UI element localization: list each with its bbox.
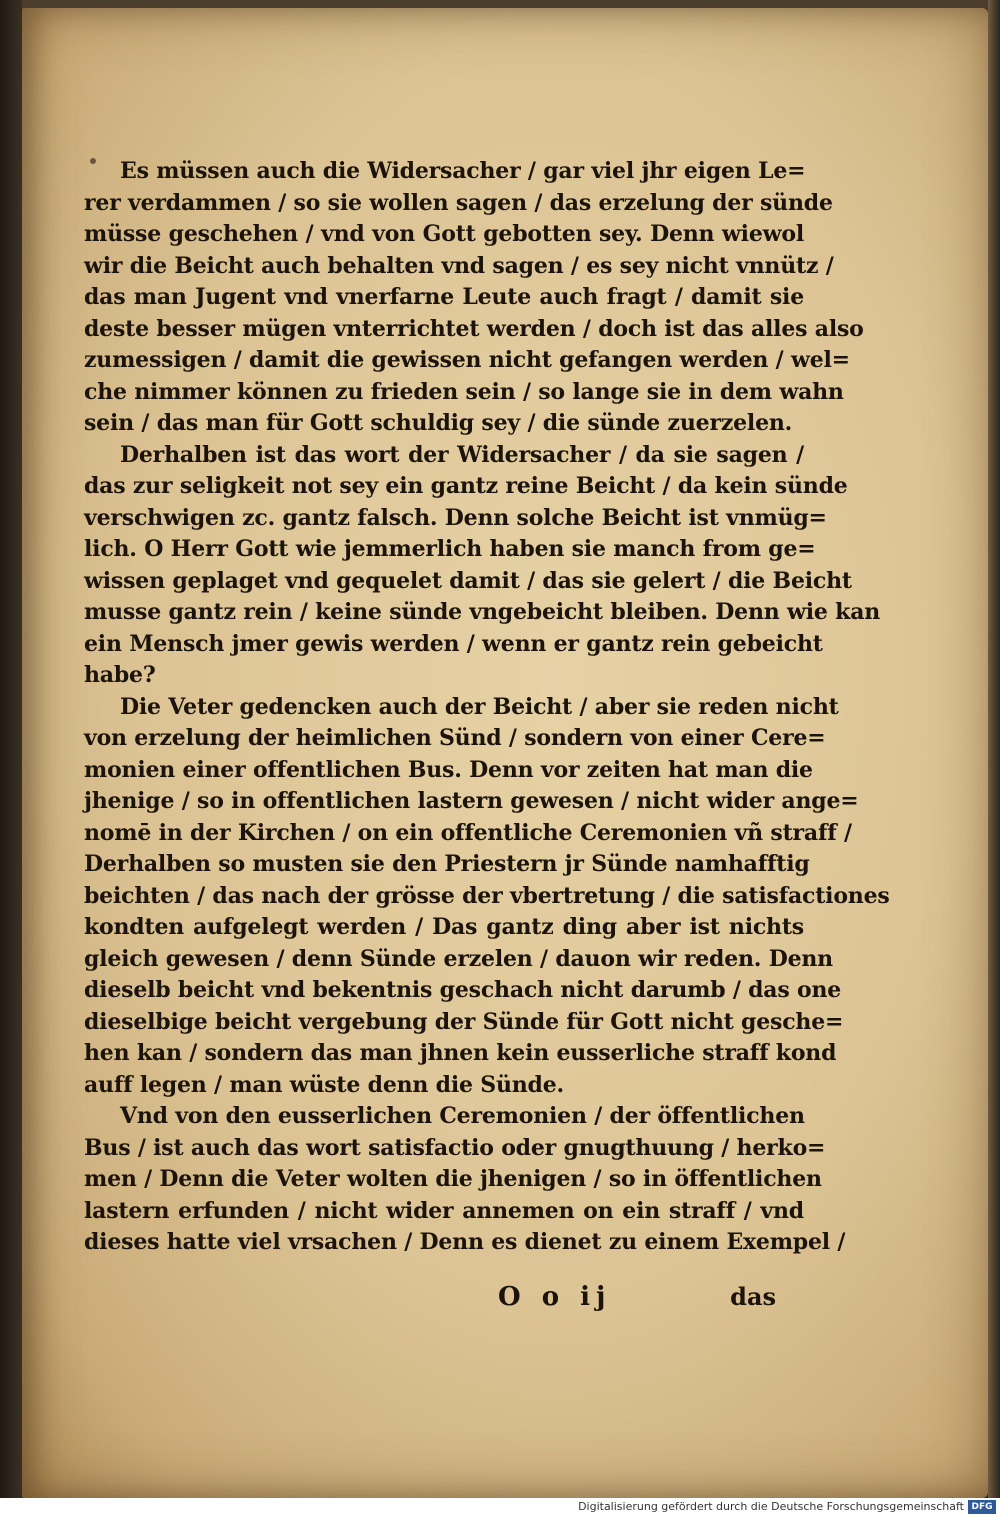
text-line: nomē in der Kirchen / on ein offentliche Ceremonien vñ straff /	[84, 819, 852, 846]
text-line: hen kan / sondern das man jhnen kein eusserliche straff kond	[84, 1040, 837, 1066]
text-line: Die Veter gedencken auch der Beicht / aber sie reden nicht	[120, 693, 839, 720]
text-line: Derhalben so musten sie den Priestern jr Sünde namhafftig	[84, 851, 810, 877]
text-line: monien einer offentlichen Bus. Denn vor zeiten hat man die	[84, 756, 813, 783]
text-line: sein / das man für Gott schuldig sey / die sünde zuerzelen.	[84, 410, 793, 436]
text-line: Vnd von den eusserlichen Ceremonien / der öffentlichen	[120, 1103, 805, 1129]
text-line: kondten aufgelegt werden / Das gantz ding aber ist nichts	[84, 914, 804, 940]
body-text	[84, 156, 890, 1259]
digitization-footer	[0, 1498, 1000, 1518]
binding-edge	[0, 0, 22, 1518]
text-line: musse gantz rein / keine sünde vngebeicht bleiben. Denn wie kan	[84, 599, 881, 625]
text-line: zumessigen / damit die gewissen nicht gefangen werden / wel=	[84, 347, 850, 373]
text-line: auff legen / man wüste denn die Sünde.	[84, 1071, 564, 1098]
page-edge	[988, 0, 1000, 1518]
text-line: che nimmer können zu frieden sein / so lange sie in dem wahn	[84, 378, 844, 405]
text-line: deste besser mügen vnterrichtet werden / doch ist das alles also	[84, 315, 864, 342]
text-line: von erzelung der heimlichen Sünd / sondern von einer Cere=	[84, 725, 826, 751]
text-line: Derhalben ist das wort der Widersacher / da sie sagen /	[120, 441, 804, 468]
text-line: rer verdammen / so sie wollen sagen / das erzelung der sünde	[84, 189, 833, 216]
funding-credit: Digitalisierung gefördert durch die Deutsche Forschungsgemeinschaft	[578, 1500, 964, 1513]
page-footer-line	[84, 1282, 804, 1318]
text-line: verschwigen zc. gantz falsch. Denn solche Beicht ist vnmüg=	[84, 504, 827, 531]
text-line: das man Jugent vnd vnerfarne Leute auch fragt / damit sie	[84, 284, 804, 310]
text-line: Es müssen auch die Widersacher / gar viel jhr eigen Le=	[120, 158, 806, 184]
text-line: habe?	[84, 662, 156, 688]
catchword: das	[730, 1282, 776, 1311]
text-line: das zur seligkeit not sey ein gantz reine Beicht / da kein sünde	[84, 473, 848, 499]
dfg-logo: DFG	[968, 1500, 996, 1514]
text-line: Bus / ist auch das wort satisfactio oder gnugthuung / herko=	[84, 1134, 826, 1161]
text-line: dieselb beicht vnd bekentnis geschach nicht darumb / das one	[84, 977, 842, 1003]
text-line: dieselbige beicht vergebung der Sünde für Gott nicht gesche=	[84, 1008, 844, 1035]
text-line: wir die Beicht auch behalten vnd sagen / es sey nicht vnnütz /	[84, 252, 834, 279]
text-line: ein Mensch jmer gewis werden / wenn er gantz rein gebeicht	[84, 630, 823, 657]
text-line: beichten / das nach der grösse der vbertretung / die satisfactiones	[84, 882, 890, 909]
text-line: dieses hatte viel vrsachen / Denn es dienet zu einem Exempel /	[84, 1229, 846, 1255]
text-line: müsse geschehen / vnd von Gott gebotten sey. Denn wiewol	[84, 221, 804, 247]
text-line: lich. O Herr Gott wie jemmerlich haben sie manch from ge=	[84, 536, 816, 562]
text-line: men / Denn die Veter wolten die jhenigen / so in öffentlichen	[84, 1166, 822, 1192]
text-line: jhenige / so in offentlichen lastern gewesen / nicht wider ange=	[84, 788, 859, 814]
signature-mark: O o ij	[498, 1282, 612, 1312]
text-line: gleich gewesen / denn Sünde erzelen / dauon wir reden. Denn	[84, 945, 833, 972]
text-line: lastern erfunden / nicht wider annemen on ein straff / vnd	[84, 1197, 804, 1224]
text-line: wissen geplaget vnd gequelet damit / das sie gelert / die Beicht	[84, 567, 852, 594]
